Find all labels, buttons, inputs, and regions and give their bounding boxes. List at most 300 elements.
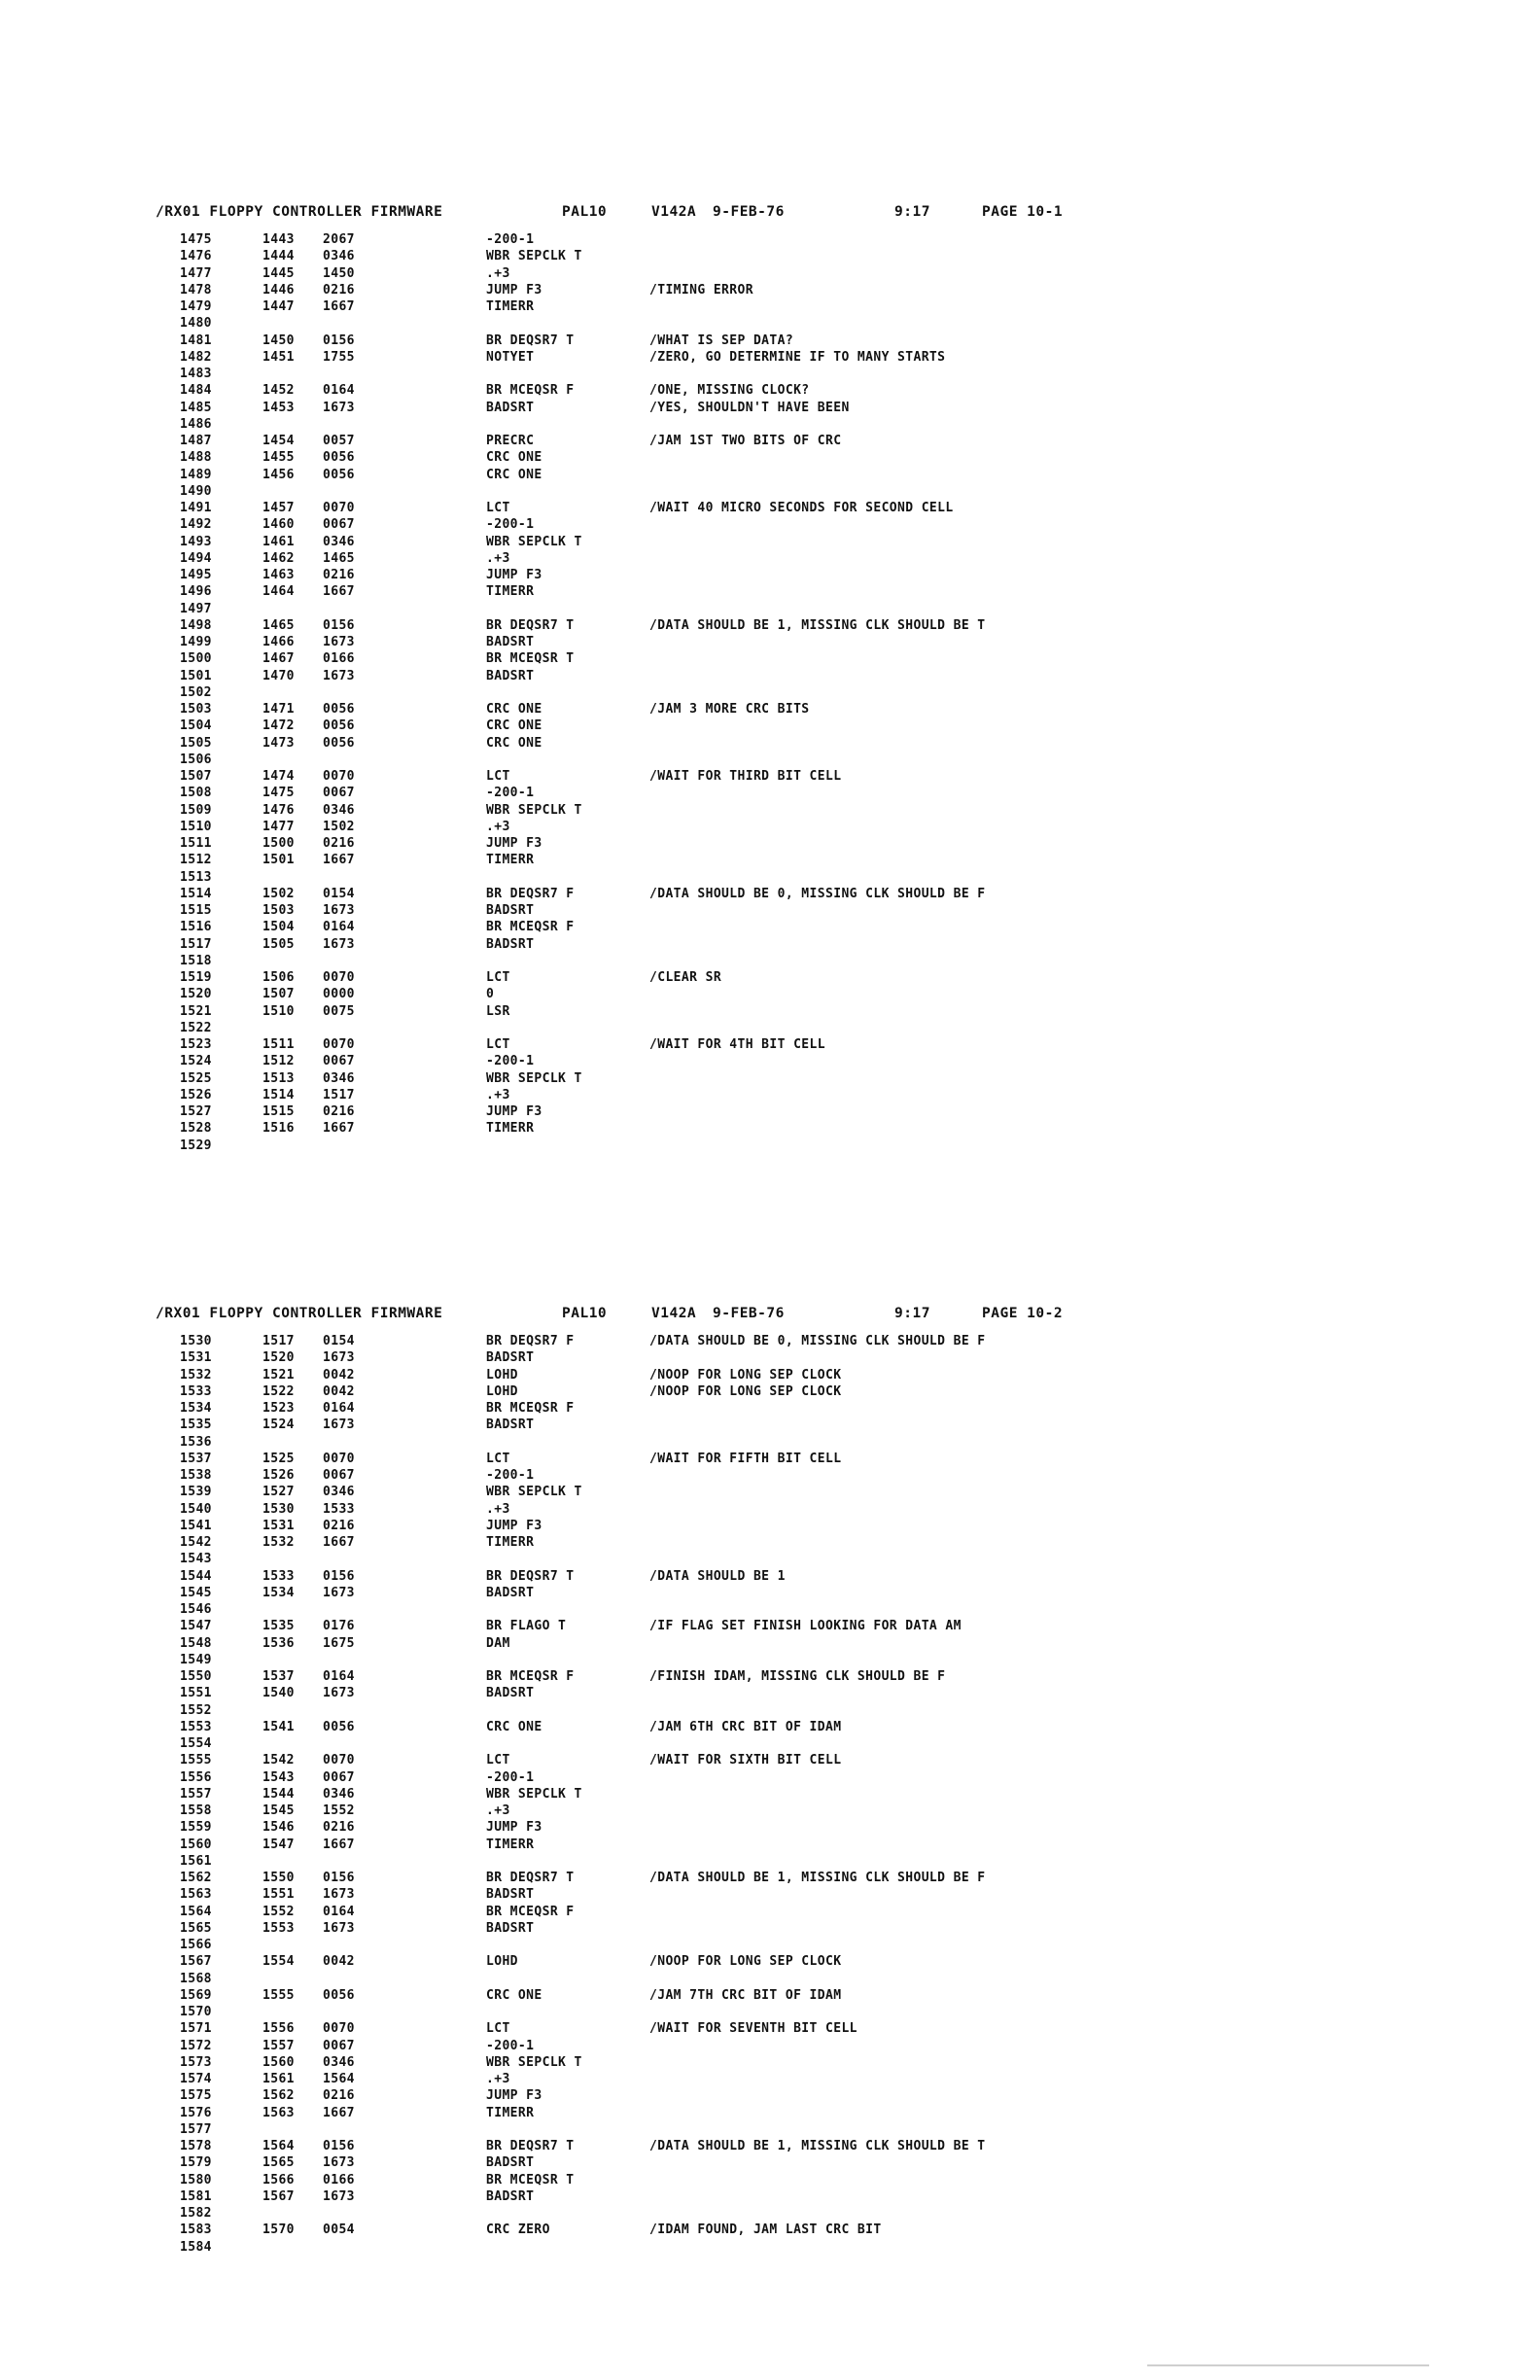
line-number: 1584 <box>180 2239 212 2255</box>
listing-line <box>156 1036 1439 1053</box>
source-statement: BADSRT <box>486 936 535 952</box>
source-statement: BADSRT <box>486 1350 535 1366</box>
octal-code: 1667 <box>323 1837 355 1852</box>
listing-line <box>156 1668 1439 1685</box>
line-number: 1522 <box>180 1020 212 1035</box>
octal-address: 1550 <box>262 1871 295 1885</box>
octal-code: 0156 <box>323 332 355 348</box>
octal-address: 1566 <box>262 2172 295 2188</box>
comment-text: /JAM 1ST TWO BITS OF CRC <box>649 434 842 448</box>
page-header <box>156 204 1439 228</box>
comment-text: /ZERO, GO DETERMINE IF TO MANY STARTS <box>649 349 946 365</box>
octal-address: 1542 <box>262 1753 295 1768</box>
line-number: 1478 <box>180 282 212 298</box>
source-statement: -200-1 <box>486 2038 535 2053</box>
listing-line <box>156 701 1439 718</box>
comment-text: /WAIT 40 MICRO SECONDS FOR SECOND CELL <box>649 501 954 515</box>
source-statement: JUMP F3 <box>486 1104 542 1119</box>
octal-address: 1504 <box>262 920 295 935</box>
octal-code: 0164 <box>323 383 355 399</box>
line-number: 1579 <box>180 2155 212 2171</box>
octal-address: 1523 <box>262 1401 295 1416</box>
octal-code: 1564 <box>323 2072 355 2086</box>
source-statement: CRC ONE <box>486 718 542 734</box>
octal-address: 1567 <box>262 2188 295 2204</box>
listing-line <box>156 1534 1439 1551</box>
octal-address: 1537 <box>262 1669 295 1684</box>
octal-code: 0070 <box>323 1753 355 1768</box>
line-number: 1496 <box>180 584 212 600</box>
source-statement: TIMERR <box>486 853 535 868</box>
line-number: 1553 <box>180 1719 212 1734</box>
line-number: 1481 <box>180 332 212 348</box>
octal-code: 0164 <box>323 1904 355 1919</box>
line-number: 1566 <box>180 1938 212 1952</box>
listing-line <box>156 1467 1439 1484</box>
source-statement: JUMP F3 <box>486 282 542 298</box>
line-number: 1503 <box>180 702 212 717</box>
listing-line <box>156 1120 1439 1137</box>
octal-code: 1673 <box>323 400 355 415</box>
source-statement: WBR SEPCLK T <box>486 1485 582 1500</box>
line-number: 1500 <box>180 651 212 667</box>
octal-address: 1475 <box>262 786 295 801</box>
source-statement: -200-1 <box>486 232 535 247</box>
line-number: 1532 <box>180 1367 212 1382</box>
octal-code: 0075 <box>323 1003 355 1019</box>
listing-line <box>156 1400 1439 1417</box>
octal-code: 0176 <box>323 1619 355 1634</box>
octal-code: 1673 <box>323 635 355 649</box>
listing-line <box>156 231 1439 248</box>
octal-code: 1502 <box>323 819 355 834</box>
listing-line <box>156 1920 1439 1937</box>
listing-line <box>156 1635 1439 1652</box>
line-number: 1568 <box>180 1971 212 1986</box>
listing-line <box>156 583 1439 600</box>
listing-line <box>156 1349 1439 1366</box>
line-number: 1494 <box>180 550 212 566</box>
listing-line <box>156 819 1439 835</box>
listing-line <box>156 1551 1439 1567</box>
line-number: 1508 <box>180 786 212 801</box>
listing-line <box>156 1886 1439 1903</box>
listing-line <box>156 1053 1439 1069</box>
octal-code: 0067 <box>323 2038 355 2053</box>
line-number: 1580 <box>180 2172 212 2188</box>
listing-line <box>156 986 1439 1002</box>
source-statement: CRC ONE <box>486 735 542 751</box>
source-statement: BR MCEQSR F <box>486 920 575 935</box>
source-statement: LOHD <box>486 1383 518 1399</box>
line-number: 1524 <box>180 1054 212 1069</box>
octal-code: 0216 <box>323 1820 355 1836</box>
source-statement: TIMERR <box>486 584 535 600</box>
comment-text: /CLEAR SR <box>649 970 722 985</box>
source-statement: -200-1 <box>486 786 535 801</box>
octal-code: 1667 <box>323 299 355 314</box>
line-number: 1505 <box>180 735 212 751</box>
octal-address: 1451 <box>262 349 295 365</box>
line-number: 1537 <box>180 1451 212 1466</box>
listing-line <box>156 1070 1439 1087</box>
listing-line <box>156 567 1439 583</box>
source-statement: BR DEQSR7 T <box>486 332 575 348</box>
listing-line <box>156 1937 1439 1953</box>
listing-line <box>156 1020 1439 1036</box>
source-statement: TIMERR <box>486 1121 535 1137</box>
source-statement: BADSRT <box>486 668 535 683</box>
octal-address: 1561 <box>262 2072 295 2086</box>
listing-line <box>156 1735 1439 1752</box>
line-number: 1541 <box>180 1518 212 1533</box>
listing-title: /RX01 FLOPPY CONTROLLER FIRMWARE <box>156 1306 443 1321</box>
line-number: 1582 <box>180 2206 212 2221</box>
listing-page-2 <box>156 1306 1439 2256</box>
source-statement: -200-1 <box>486 1769 535 1785</box>
page-number: PAGE 10-1 <box>982 204 1064 220</box>
listing-line <box>156 1585 1439 1601</box>
comment-text: /TIMING ERROR <box>649 282 753 298</box>
octal-address: 1565 <box>262 2155 295 2171</box>
octal-code: 0156 <box>323 1568 355 1584</box>
octal-address: 1560 <box>262 2054 295 2070</box>
listing-line <box>156 1685 1439 1701</box>
source-statement: BADSRT <box>486 635 535 649</box>
line-number: 1502 <box>180 684 212 700</box>
octal-address: 1455 <box>262 450 295 466</box>
octal-code: 0067 <box>323 517 355 533</box>
listing-line <box>156 1870 1439 1886</box>
octal-code: 1667 <box>323 1121 355 1137</box>
source-statement: CRC ZERO <box>486 2222 550 2238</box>
octal-address: 1474 <box>262 769 295 784</box>
listing-line <box>156 886 1439 902</box>
octal-code: 1673 <box>323 668 355 683</box>
line-number: 1510 <box>180 819 212 834</box>
line-number: 1560 <box>180 1837 212 1852</box>
listing-line <box>156 1719 1439 1735</box>
octal-address: 1532 <box>262 1535 295 1550</box>
listing-line <box>156 835 1439 852</box>
line-number: 1562 <box>180 1871 212 1885</box>
octal-address: 1514 <box>262 1087 295 1102</box>
source-statement: BR MCEQSR F <box>486 383 575 399</box>
source-statement: .+3 <box>486 819 510 834</box>
line-number: 1523 <box>180 1037 212 1052</box>
source-statement: .+3 <box>486 1803 510 1818</box>
source-statement: WBR SEPCLK T <box>486 1786 582 1802</box>
line-number: 1544 <box>180 1568 212 1584</box>
octal-code: 0070 <box>323 970 355 985</box>
octal-address: 1461 <box>262 534 295 549</box>
octal-code: 0346 <box>323 249 355 264</box>
line-number: 1476 <box>180 249 212 264</box>
source-statement: BADSRT <box>486 1686 535 1701</box>
line-number: 1564 <box>180 1904 212 1919</box>
octal-code: 0042 <box>323 1954 355 1970</box>
octal-address: 1505 <box>262 936 295 952</box>
line-number: 1492 <box>180 517 212 533</box>
source-statement: BADSRT <box>486 2155 535 2171</box>
source-statement: -200-1 <box>486 1468 535 1483</box>
line-number: 1535 <box>180 1418 212 1433</box>
line-number: 1475 <box>180 232 212 247</box>
listing-line <box>156 516 1439 533</box>
source-statement: TIMERR <box>486 1837 535 1852</box>
source-statement: CRC ONE <box>486 702 542 717</box>
listing-line <box>156 936 1439 953</box>
line-number: 1530 <box>180 1334 212 1348</box>
octal-address: 1460 <box>262 517 295 533</box>
line-number: 1550 <box>180 1669 212 1684</box>
octal-address: 1452 <box>262 383 295 399</box>
source-statement: 0 <box>486 987 495 1002</box>
source-statement: CRC ONE <box>486 467 542 482</box>
octal-code: 0056 <box>323 718 355 734</box>
listing-line <box>156 2020 1439 2037</box>
source-statement: LCT <box>486 970 510 985</box>
source-statement: BR DEQSR7 T <box>486 617 575 633</box>
octal-address: 1501 <box>262 853 295 868</box>
octal-address: 1530 <box>262 1501 295 1517</box>
listing-line <box>156 2105 1439 2121</box>
source-statement: LCT <box>486 1451 510 1466</box>
listing-line <box>156 2004 1439 2020</box>
listing-line <box>156 1987 1439 2004</box>
source-statement: JUMP F3 <box>486 2088 542 2104</box>
octal-address: 1541 <box>262 1719 295 1734</box>
octal-address: 1470 <box>262 668 295 683</box>
version-label: V142A <box>651 1306 697 1321</box>
octal-code: 0346 <box>323 1485 355 1500</box>
listing-line <box>156 1333 1439 1349</box>
line-number: 1574 <box>180 2072 212 2086</box>
octal-code: 0056 <box>323 702 355 717</box>
line-number: 1571 <box>180 2021 212 2037</box>
line-number: 1533 <box>180 1383 212 1399</box>
line-number: 1527 <box>180 1104 212 1119</box>
source-statement: .+3 <box>486 550 510 566</box>
line-number: 1565 <box>180 1920 212 1936</box>
octal-address: 1546 <box>262 1820 295 1836</box>
line-number: 1576 <box>180 2105 212 2120</box>
line-number: 1525 <box>180 1070 212 1086</box>
comment-text: /FINISH IDAM, MISSING CLK SHOULD BE F <box>649 1669 946 1684</box>
comment-text: /JAM 3 MORE CRC BITS <box>649 702 810 717</box>
listing-line <box>156 1367 1439 1383</box>
source-statement: WBR SEPCLK T <box>486 802 582 818</box>
source-statement: CRC ONE <box>486 1719 542 1734</box>
line-number: 1557 <box>180 1786 212 1802</box>
listing-line <box>156 2054 1439 2071</box>
line-number: 1536 <box>180 1434 212 1450</box>
comment-text: /DATA SHOULD BE 0, MISSING CLK SHOULD BE F <box>649 1334 986 1348</box>
octal-address: 1500 <box>262 836 295 851</box>
source-statement: DAM <box>486 1635 510 1651</box>
version-label: V142A <box>651 204 697 220</box>
listing-line <box>156 2172 1439 2188</box>
listing-rows <box>156 231 1439 1154</box>
octal-address: 1517 <box>262 1334 295 1348</box>
listing-line <box>156 1601 1439 1618</box>
source-statement: LCT <box>486 1753 510 1768</box>
scan-edge-line <box>1147 2364 1429 2366</box>
listing-line <box>156 366 1439 382</box>
line-number: 1556 <box>180 1769 212 1785</box>
octal-code: 1673 <box>323 2188 355 2204</box>
line-number: 1569 <box>180 1987 212 2003</box>
comment-text: /WAIT FOR FIFTH BIT CELL <box>649 1451 842 1466</box>
line-number: 1495 <box>180 568 212 582</box>
listing-line <box>156 684 1439 701</box>
source-statement: BR MCEQSR T <box>486 2172 575 2188</box>
source-statement: TIMERR <box>486 299 535 314</box>
line-number: 1559 <box>180 1820 212 1836</box>
source-statement: BADSRT <box>486 1887 535 1903</box>
line-number: 1581 <box>180 2188 212 2204</box>
line-number: 1518 <box>180 953 212 968</box>
listing-line <box>156 852 1439 868</box>
listing-line <box>156 332 1439 349</box>
listing-line <box>156 483 1439 500</box>
line-number: 1554 <box>180 1736 212 1751</box>
line-number: 1539 <box>180 1485 212 1500</box>
line-number: 1545 <box>180 1585 212 1600</box>
line-number: 1512 <box>180 853 212 868</box>
source-statement: .+3 <box>486 265 510 281</box>
source-statement: -200-1 <box>486 1054 535 1069</box>
line-number: 1561 <box>180 1853 212 1869</box>
listing-line <box>156 2121 1439 2138</box>
comment-text: /JAM 7TH CRC BIT OF IDAM <box>649 1987 842 2003</box>
listing-line <box>156 382 1439 399</box>
octal-address: 1555 <box>262 1987 295 2003</box>
listing-line <box>156 1003 1439 1020</box>
listing-line <box>156 1484 1439 1500</box>
octal-address: 1450 <box>262 332 295 348</box>
source-statement: WBR SEPCLK T <box>486 534 582 549</box>
octal-code: 1673 <box>323 1350 355 1366</box>
source-statement: .+3 <box>486 1087 510 1102</box>
listing-line <box>156 2138 1439 2154</box>
octal-code: 1450 <box>323 265 355 281</box>
octal-code: 1552 <box>323 1803 355 1818</box>
octal-address: 1463 <box>262 568 295 582</box>
octal-code: 0057 <box>323 434 355 448</box>
octal-code: 1673 <box>323 1920 355 1936</box>
listing-line <box>156 500 1439 516</box>
octal-address: 1536 <box>262 1635 295 1651</box>
source-statement: CRC ONE <box>486 450 542 466</box>
source-statement: JUMP F3 <box>486 836 542 851</box>
octal-address: 1466 <box>262 635 295 649</box>
listing-line <box>156 1417 1439 1433</box>
octal-code: 1755 <box>323 349 355 365</box>
listing-line <box>156 1904 1439 1920</box>
source-statement: BR MCEQSR F <box>486 1904 575 1919</box>
listing-line <box>156 1819 1439 1836</box>
octal-address: 1553 <box>262 1920 295 1936</box>
line-number: 1493 <box>180 534 212 549</box>
listing-page-1 <box>156 204 1439 1154</box>
octal-code: 0216 <box>323 836 355 851</box>
comment-text: /WAIT FOR SIXTH BIT CELL <box>649 1753 842 1768</box>
octal-address: 1521 <box>262 1367 295 1382</box>
listing-line <box>156 298 1439 315</box>
octal-code: 0056 <box>323 1987 355 2003</box>
line-number: 1498 <box>180 617 212 633</box>
listing-line <box>156 433 1439 449</box>
source-statement: BR DEQSR7 T <box>486 2139 575 2153</box>
octal-address: 1464 <box>262 584 295 600</box>
comment-text: /NOOP FOR LONG SEP CLOCK <box>649 1954 842 1970</box>
octal-address: 1564 <box>262 2139 295 2153</box>
comment-text: /DATA SHOULD BE 1, MISSING CLK SHOULD BE T <box>649 2139 986 2153</box>
source-statement: JUMP F3 <box>486 568 542 582</box>
listing-rows <box>156 1333 1439 2256</box>
listing-line <box>156 785 1439 801</box>
line-number: 1515 <box>180 903 212 918</box>
comment-text: /JAM 6TH CRC BIT OF IDAM <box>649 1719 842 1734</box>
listing-line <box>156 802 1439 819</box>
line-number: 1572 <box>180 2038 212 2053</box>
octal-code: 0216 <box>323 1518 355 1533</box>
octal-code: 0156 <box>323 1871 355 1885</box>
source-statement: .+3 <box>486 1501 510 1517</box>
source-statement: BADSRT <box>486 400 535 415</box>
page-number: PAGE 10-2 <box>982 1306 1064 1321</box>
listing-line <box>156 650 1439 667</box>
line-number: 1573 <box>180 2054 212 2070</box>
line-number: 1578 <box>180 2139 212 2153</box>
octal-code: 1667 <box>323 853 355 868</box>
line-number: 1491 <box>180 501 212 515</box>
octal-code: 1465 <box>323 550 355 566</box>
octal-address: 1467 <box>262 651 295 667</box>
octal-address: 1506 <box>262 970 295 985</box>
source-statement: BR DEQSR7 F <box>486 886 575 901</box>
listing-line <box>156 1451 1439 1467</box>
line-number: 1513 <box>180 869 212 885</box>
octal-address: 1471 <box>262 702 295 717</box>
listing-line <box>156 1501 1439 1518</box>
source-statement: BADSRT <box>486 1585 535 1600</box>
date-label: 9-FEB-76 <box>713 204 785 220</box>
source-statement: LCT <box>486 2021 510 2037</box>
octal-code: 0067 <box>323 1769 355 1785</box>
listing-line <box>156 349 1439 366</box>
line-number: 1497 <box>180 601 212 616</box>
listing-line <box>156 534 1439 550</box>
line-number: 1548 <box>180 1635 212 1651</box>
source-statement: WBR SEPCLK T <box>486 2054 582 2070</box>
octal-address: 1447 <box>262 299 295 314</box>
octal-address: 1562 <box>262 2088 295 2104</box>
octal-address: 1556 <box>262 2021 295 2037</box>
line-number: 1555 <box>180 1753 212 1768</box>
octal-address: 1503 <box>262 903 295 918</box>
octal-address: 1557 <box>262 2038 295 2053</box>
source-statement: BR MCEQSR F <box>486 1401 575 1416</box>
comment-text: /WAIT FOR THIRD BIT CELL <box>649 769 842 784</box>
octal-address: 1453 <box>262 400 295 415</box>
octal-address: 1476 <box>262 802 295 818</box>
line-number: 1504 <box>180 718 212 734</box>
octal-code: 1673 <box>323 2155 355 2171</box>
octal-address: 1552 <box>262 1904 295 1919</box>
octal-address: 1510 <box>262 1003 295 1019</box>
